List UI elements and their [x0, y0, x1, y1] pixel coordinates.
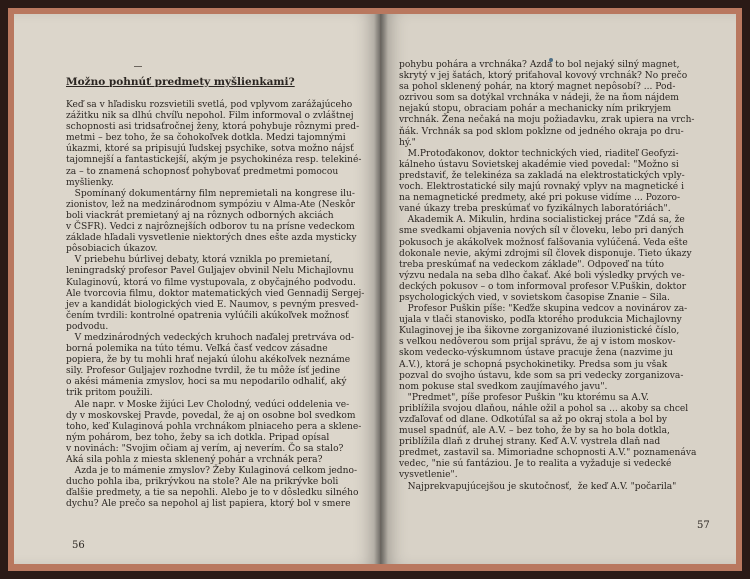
text-line: deckých pokusov – o tom informoval profesor V.Puškin, doktor [399, 281, 687, 292]
text-line: kálneho ústavu Sovietskej akadémie vied povedal: "Možno si [399, 159, 679, 170]
text-line: priblížila svojou dlaňou, náhle ožil a pohol sa ... akoby sa chcel [399, 403, 689, 414]
text-line: boli viackrát premietaný aj na rôznych odborných akciách [66, 210, 334, 221]
left-page-text [66, 100, 364, 510]
text-line: vané úkazy treba preskúmať vo fyzikálnych laboratóriách". [399, 204, 671, 215]
text-line: skrytý v jej šatách, ktorý priťahoval kovový vrchnák? No prečo [399, 71, 688, 82]
text-line: za – to znamená schopnosť pohybovať predmetmi pomocou [66, 166, 339, 177]
text-line: na nemagnetické predmety, aké pri pokuse vidíme ... Pozoro- [399, 193, 681, 204]
text-line: Najprekvapujúcejšou je skutočnosť, že keď A.V. "počarila" [399, 481, 677, 492]
text-line: zážitku nik sa dlhú chvíľu nepohol. Film informoval o zvláštnej [66, 111, 354, 122]
text-line: Ale tvorcovia filmu, doktor matematických vied Gennadij Sergej- [66, 288, 365, 299]
text-line: M.Protoďakonov, doktor technických vied, riaditeľ Geofyzi- [399, 148, 679, 159]
text-line: v ČSFR). Vedci z najrôznejších odborov tu na prísne vedeckom [66, 222, 355, 233]
text-line: psychologických vied, v sovietskom časopise Znanie – Sila. [399, 292, 670, 303]
text-line: v novinách: "Svojim očiam aj verím, aj neverím. Čo sa stalo? [66, 443, 344, 454]
text-line: Kulaginovej je iba šikovne zorganizované iluzionistické číslo, [399, 326, 680, 337]
left-page [14, 14, 381, 564]
text-line: V medzinárodných vedeckých kruhoch naďalej pretrváva od- [66, 332, 355, 343]
text-line: vedec, "nie sú fantáziou. Je to realita a vyžaduje si vedecké [399, 459, 672, 470]
text-line: Ale napr. v Moske žijúci Lev Cholodný, vedúci oddelenia ve- [66, 399, 350, 410]
page-number-left: 56 [72, 540, 85, 551]
ink-mark [134, 66, 142, 67]
text-line: ducho pohla iba, prikrývkou na stole? Ale na prikrývke boli [66, 477, 339, 488]
text-line: borná polemika na túto tému. Veľká časť vedcov zásadne [66, 344, 328, 355]
text-line: sme svedkami objavenia nových síl v človeku, lebo pri daných [399, 226, 684, 237]
text-line: tajomnejší a fantastickejší, akým je psychokinéza resp. telekiné- [66, 155, 362, 166]
text-line: Kulaginovú, ktorá vo filme vystupovala, z obyčajného podvodu. [66, 277, 356, 288]
text-line: metmi – bez toho, že sa čohokoľvek dotkla. Medzi tajomnými [66, 133, 346, 144]
text-line: dychu? Ale prečo sa nepohol aj list papiera, ktorý bol v smere [66, 499, 351, 510]
text-line: úkazmi, ktoré sa pripisujú ľudskej psychike, sotva možno nájsť [66, 144, 354, 155]
text-line: o akési mámenia zmyslov, hoci sa mu nepodarilo odhaliť, aký [66, 377, 347, 388]
text-line: vysvetlenie". [399, 470, 458, 481]
text-line: Akademik A. Mikulin, hrdina socialistickej práce "Zdá sa, že [399, 215, 685, 226]
text-line: predmet, zastavil sa. Mimoriadne schopnosti A.V." poznamenáva [399, 448, 697, 459]
text-line: čením tvrdili: kontrolné opatrenia vylúčili akúkoľvek možnosť [66, 310, 349, 321]
text-line: s veľkou nedôverou som prijal správu, že aj v istom moskov- [399, 337, 676, 348]
text-line: A.V.), ktorá je schopná psychokinetiky. Predsa som ju však [399, 359, 668, 370]
text-line: leningradský profesor Pavel Guljajev obvinil Nelu Michajlovnu [66, 266, 354, 277]
text-line: "Predmet", píše profesor Puškin "ku ktorému sa A.V. [399, 392, 649, 403]
text-line: Keď sa v hľadisku rozsvietili svetlá, pod vplyvom zarážajúceho [66, 100, 353, 110]
text-line: podvodu. [66, 321, 109, 332]
text-line: musel spadnúť, ale A.V. – bez toho, že by sa ho bola dotkla, [399, 426, 670, 437]
text-line: základe hľadali vysvetlenie niektorých dnes ešte azda mysticky [66, 233, 357, 244]
text-line: skom vedecko-výskumnom ústave pracuje žena (nazvime ju [399, 348, 674, 359]
text-line: priblížila dlaň z druhej strany. Keď A.V. vystrela dlaň nad [399, 437, 661, 448]
text-line: sily. Profesor Guljajev rozhodne tvrdil, že tu môže ísť jedine [66, 366, 341, 377]
right-page [381, 14, 736, 564]
text-line: ňák. Vrchnák sa pod sklom pokĺzne od jedného okraja po dru- [399, 126, 684, 137]
text-line: Aká sila pohla z miesta sklenený pohár a vrchnák pera? [66, 455, 323, 465]
text-line: nom pokuse stal svedkom zaujímavého javu". [399, 381, 608, 392]
text-line: toho, keď Kulaginová pohla vrchnákom plniaceho pera a sklene- [66, 421, 362, 432]
text-line: Profesor Puškin píše: "Keďže skupina vedcov a novinárov za- [399, 304, 688, 315]
text-line: myšlienky. [66, 177, 114, 188]
text-line: dokonale nevie, akými zdrojmi síl človek disponuje. Tieto úkazy [399, 248, 692, 259]
text-line: dy v moskovskej Pravde, povedal, že aj on osobne bol svedkom [66, 410, 356, 421]
text-line: vrchnák. Žena nečaká na moju požiadavku, zrak upiera na vrch- [399, 115, 695, 126]
text-line: vzďaľovať od dlane. Odkotúľal sa až po okraj stola a bol by [399, 415, 668, 425]
text-line: predstaviť, že telekinéza sa zakladá na elektrostatických vply- [399, 170, 685, 181]
text-line: nejakú stopu, obraciam pohár a mechanicky ním prikryjem [399, 104, 672, 115]
text-line: sa pohol sklenený pohár, na ktorý magnet nepôsobí? ... Pod- [399, 82, 676, 93]
text-line: voch. Elektrostatické sily majú rovnaký vplyv na magnetické i [399, 182, 684, 193]
text-line: jev a kandidát biologických vied E. Naumov, s pevným presved- [66, 299, 359, 310]
text-line: hý." [399, 137, 416, 148]
text-line: treba preskúmať na vedeckom základe". Odpoveď na túto [399, 259, 665, 270]
text-line: pokusoch je akákoľvek možnosť falšovania vylúčená. Veda ešte [399, 237, 688, 248]
text-line: ďalšie predmety, a tie sa nepohli. Alebo je to v dôsledku silného [66, 488, 359, 499]
right-page-text [399, 60, 696, 493]
text-line: pohybu pohára a vrchnáka? Azda to bol nejaký silný magnet, [399, 60, 680, 70]
book-spread [8, 8, 742, 571]
text-line: trik pritom použili. [66, 388, 153, 399]
text-line: pozval do svojho ústavu, kde som sa pri vedecky zorganizova- [399, 370, 684, 381]
text-line: ným pohárom, bez toho, žeby sa ich dotkla. Pripad opísal [66, 432, 330, 443]
text-line: Spomínaný dokumentárny film nepremietali na kongrese ilu- [66, 188, 355, 199]
text-line: Azda je to mámenie zmyslov? Žeby Kulaginová celkom jedno- [66, 466, 358, 477]
text-line: pôsobiacich úkazov. [66, 244, 158, 255]
text-line: V priebehu búrlivej debaty, ktorá vznikla po premietaní, [66, 255, 333, 266]
chapter-title: Možno pohnúť predmety myšlienkami? [66, 76, 295, 88]
page-number-right: 57 [697, 520, 710, 531]
text-line: ozrivou som sa dotýkal vrchnáka v nádeji, že na ňom nájdem [399, 93, 679, 104]
text-line: popiera, že by tu mohli hrať nejakú úlohu akékoľvek neznáme [66, 355, 351, 366]
text-line: ujala v tlači stanovisko, podľa ktorého produkcia Michajlovny [399, 315, 682, 326]
text-line: zionistov, lež na medzinárodnom sympóziu v Alma-Ate (Neskôr [66, 199, 356, 210]
text-line: výzvu nedala na seba dlho čakať. Aké boli výsledky prvých ve- [399, 270, 685, 281]
text-line: schopnosti asi tridsaťročnej ženy, ktorá pohybuje rôznymi pred- [66, 122, 360, 133]
